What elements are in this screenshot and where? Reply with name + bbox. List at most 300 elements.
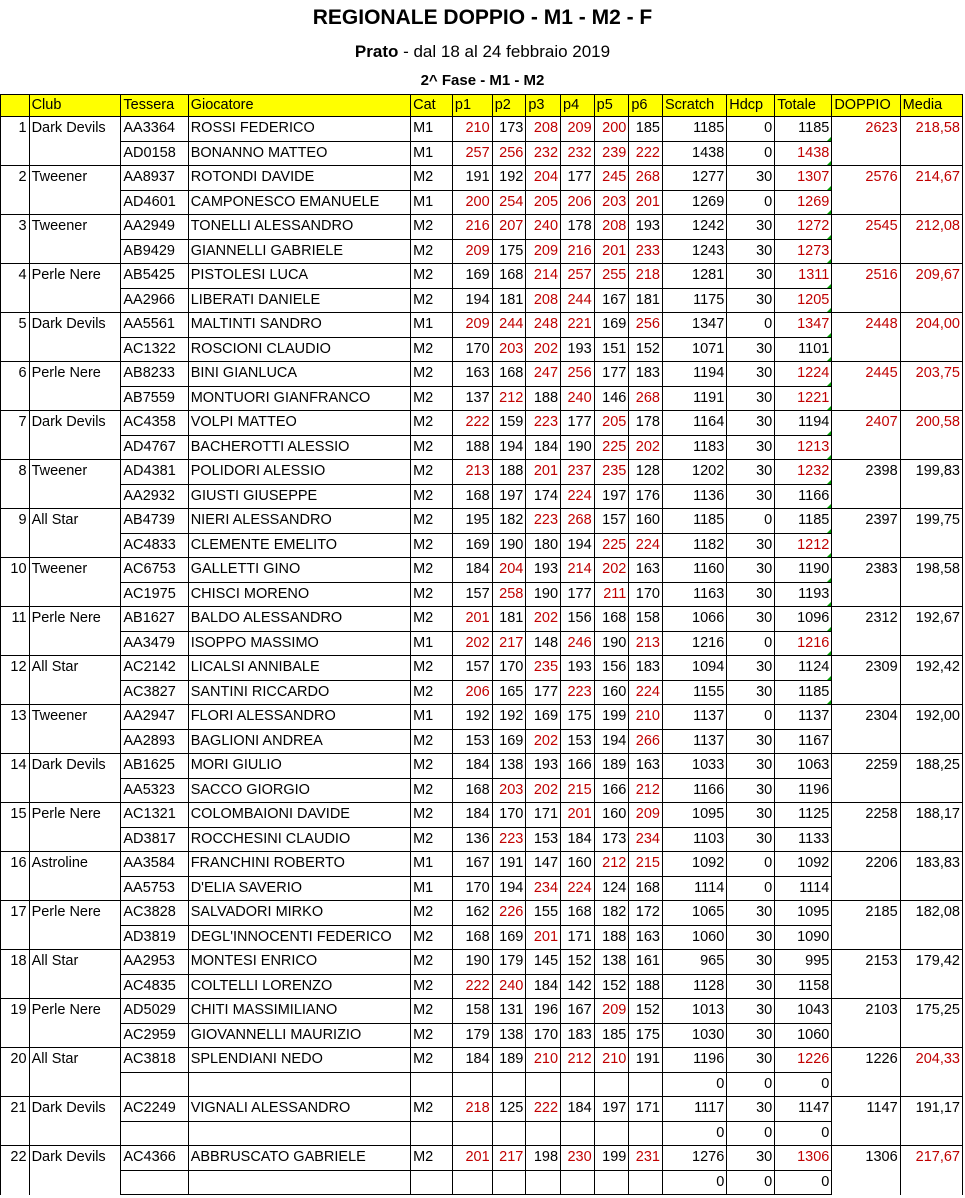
club-cell: Dark Devils — [29, 313, 121, 362]
rank-cell: 11 — [1, 607, 30, 656]
game-score-cell: 194 — [561, 533, 595, 558]
game-score-cell: 212 — [561, 1048, 595, 1073]
hdcp-cell: 30 — [727, 582, 775, 607]
scratch-cell: 1243 — [663, 239, 727, 264]
tessera-cell: AC1322 — [121, 337, 188, 362]
game-score-cell: 237 — [561, 460, 595, 485]
hdcp-cell: 30 — [727, 974, 775, 999]
game-score-cell: 268 — [629, 386, 663, 411]
hdcp-cell: 30 — [727, 827, 775, 852]
scratch-cell: 1175 — [663, 288, 727, 313]
category-cell: M2 — [411, 729, 453, 754]
column-header: Scratch — [663, 95, 727, 117]
player-name-cell: MONTUORI GIANFRANCO — [188, 386, 410, 411]
hdcp-cell: 0 — [727, 313, 775, 338]
player-name-cell: BONANNO MATTEO — [188, 141, 410, 166]
table-row — [1, 754, 963, 779]
scratch-cell: 1013 — [663, 999, 727, 1024]
game-score-cell — [629, 1072, 663, 1097]
game-score-cell: 170 — [452, 876, 492, 901]
game-score-cell: 189 — [492, 1048, 526, 1073]
game-score-cell: 213 — [629, 631, 663, 656]
game-score-cell: 124 — [594, 876, 629, 901]
game-score-cell: 214 — [561, 558, 595, 583]
game-score-cell: 201 — [452, 607, 492, 632]
game-score-cell: 177 — [594, 362, 629, 387]
player-name-cell: ISOPPO MASSIMO — [188, 631, 410, 656]
category-cell: M2 — [411, 974, 453, 999]
scratch-cell: 1066 — [663, 607, 727, 632]
tessera-cell: AC3828 — [121, 901, 188, 926]
tessera-cell: AD0158 — [121, 141, 188, 166]
game-score-cell: 248 — [526, 313, 561, 338]
game-score-cell: 178 — [629, 411, 663, 436]
totale-cell: 1311 — [775, 264, 832, 289]
table-row — [1, 239, 963, 264]
category-cell — [411, 1121, 453, 1146]
table-row — [1, 215, 963, 240]
game-score-cell: 190 — [526, 582, 561, 607]
tessera-cell: AB5425 — [121, 264, 188, 289]
player-name-cell: GIANNELLI GABRIELE — [188, 239, 410, 264]
game-score-cell: 254 — [492, 190, 526, 215]
game-score-cell — [452, 1170, 492, 1195]
doppio-cell: 2259 — [832, 754, 900, 803]
scratch-cell: 1163 — [663, 582, 727, 607]
category-cell: M1 — [411, 141, 453, 166]
player-name-cell: GIOVANNELLI MAURIZIO — [188, 1023, 410, 1048]
game-score-cell: 191 — [492, 852, 526, 877]
game-score-cell: 193 — [526, 754, 561, 779]
hdcp-cell: 30 — [727, 484, 775, 509]
player-name-cell: ABBRUSCATO GABRIELE — [188, 1146, 410, 1171]
game-score-cell: 157 — [452, 582, 492, 607]
category-cell: M2 — [411, 778, 453, 803]
hdcp-cell: 0 — [727, 1170, 775, 1195]
player-name-cell: SPLENDIANI NEDO — [188, 1048, 410, 1073]
scratch-cell: 1185 — [663, 117, 727, 142]
game-score-cell: 168 — [452, 925, 492, 950]
game-score-cell: 240 — [526, 215, 561, 240]
game-score-cell: 163 — [629, 754, 663, 779]
player-name-cell: VOLPI MATTEO — [188, 411, 410, 436]
game-score-cell: 163 — [629, 558, 663, 583]
hdcp-cell: 30 — [727, 607, 775, 632]
game-score-cell: 145 — [526, 950, 561, 975]
club-cell: All Star — [29, 656, 121, 705]
game-score-cell: 125 — [492, 1097, 526, 1122]
table-row — [1, 264, 963, 289]
doppio-cell: 2407 — [832, 411, 900, 460]
tessera-cell: AA8937 — [121, 166, 188, 191]
game-score-cell: 176 — [629, 484, 663, 509]
totale-cell: 1167 — [775, 729, 832, 754]
player-name-cell: ROSCIONI CLAUDIO — [188, 337, 410, 362]
game-score-cell: 256 — [561, 362, 595, 387]
rank-cell: 12 — [1, 656, 30, 705]
totale-cell: 995 — [775, 950, 832, 975]
tessera-cell: AB9429 — [121, 239, 188, 264]
scratch-cell: 1194 — [663, 362, 727, 387]
game-score-cell: 203 — [594, 190, 629, 215]
club-cell: Perle Nere — [29, 803, 121, 852]
totale-cell: 1221 — [775, 386, 832, 411]
table-row — [1, 1146, 963, 1171]
game-score-cell: 232 — [561, 141, 595, 166]
media-cell: 212,08 — [900, 215, 962, 264]
category-cell: M1 — [411, 190, 453, 215]
hdcp-cell: 30 — [727, 337, 775, 362]
scratch-cell: 1183 — [663, 435, 727, 460]
game-score-cell: 131 — [492, 999, 526, 1024]
game-score-cell: 201 — [526, 925, 561, 950]
player-name-cell: MORI GIULIO — [188, 754, 410, 779]
rank-cell: 16 — [1, 852, 30, 901]
game-score-cell: 167 — [561, 999, 595, 1024]
player-name-cell: ROCCHESINI CLAUDIO — [188, 827, 410, 852]
media-cell: 200,58 — [900, 411, 962, 460]
club-cell: Dark Devils — [29, 1146, 121, 1195]
game-score-cell: 173 — [594, 827, 629, 852]
game-score-cell: 147 — [526, 852, 561, 877]
game-score-cell: 193 — [561, 337, 595, 362]
game-score-cell: 266 — [629, 729, 663, 754]
game-score-cell: 206 — [561, 190, 595, 215]
table-row — [1, 803, 963, 828]
game-score-cell: 142 — [561, 974, 595, 999]
category-cell: M2 — [411, 1097, 453, 1122]
game-score-cell: 204 — [492, 558, 526, 583]
player-name-cell: POLIDORI ALESSIO — [188, 460, 410, 485]
media-cell: 198,58 — [900, 558, 962, 607]
tessera-cell: AA3584 — [121, 852, 188, 877]
game-score-cell: 239 — [594, 141, 629, 166]
game-score-cell — [629, 1170, 663, 1195]
hdcp-cell: 0 — [727, 117, 775, 142]
totale-cell: 1194 — [775, 411, 832, 436]
game-score-cell: 257 — [452, 141, 492, 166]
game-score-cell: 218 — [452, 1097, 492, 1122]
player-name-cell: COLTELLI LORENZO — [188, 974, 410, 999]
doppio-cell: 2623 — [832, 117, 900, 166]
rank-cell: 3 — [1, 215, 30, 264]
game-score-cell: 157 — [594, 509, 629, 534]
rank-cell: 2 — [1, 166, 30, 215]
game-score-cell: 268 — [561, 509, 595, 534]
game-score-cell: 168 — [452, 484, 492, 509]
scratch-cell: 1117 — [663, 1097, 727, 1122]
totale-cell: 1090 — [775, 925, 832, 950]
game-score-cell: 189 — [594, 754, 629, 779]
player-name-cell: D'ELIA SAVERIO — [188, 876, 410, 901]
rank-cell: 5 — [1, 313, 30, 362]
table-row — [1, 852, 963, 877]
category-cell: M2 — [411, 509, 453, 534]
scratch-cell: 1071 — [663, 337, 727, 362]
category-cell: M2 — [411, 950, 453, 975]
game-score-cell: 215 — [561, 778, 595, 803]
player-name-cell: FRANCHINI ROBERTO — [188, 852, 410, 877]
game-score-cell: 188 — [594, 925, 629, 950]
game-score-cell: 184 — [452, 754, 492, 779]
category-cell: M1 — [411, 117, 453, 142]
game-score-cell: 163 — [452, 362, 492, 387]
scratch-cell: 1103 — [663, 827, 727, 852]
game-score-cell: 231 — [629, 1146, 663, 1171]
media-cell: 191,17 — [900, 1097, 962, 1146]
game-score-cell: 202 — [594, 558, 629, 583]
hdcp-cell: 30 — [727, 533, 775, 558]
game-score-cell: 184 — [526, 974, 561, 999]
category-cell: M2 — [411, 337, 453, 362]
category-cell: M2 — [411, 288, 453, 313]
hdcp-cell: 0 — [727, 852, 775, 877]
media-cell: 192,42 — [900, 656, 962, 705]
doppio-cell: 2312 — [832, 607, 900, 656]
rank-cell: 14 — [1, 754, 30, 803]
table-row — [1, 1023, 963, 1048]
club-cell: Perle Nere — [29, 999, 121, 1048]
doppio-cell: 2448 — [832, 313, 900, 362]
totale-cell: 1096 — [775, 607, 832, 632]
hdcp-cell: 30 — [727, 729, 775, 754]
tessera-cell: AB1625 — [121, 754, 188, 779]
scratch-cell: 1202 — [663, 460, 727, 485]
game-score-cell: 168 — [492, 362, 526, 387]
table-row — [1, 337, 963, 362]
hdcp-cell: 30 — [727, 166, 775, 191]
table-row — [1, 1048, 963, 1073]
hdcp-cell: 30 — [727, 215, 775, 240]
game-score-cell — [594, 1121, 629, 1146]
game-score-cell: 183 — [629, 656, 663, 681]
totale-cell: 1158 — [775, 974, 832, 999]
game-score-cell: 167 — [594, 288, 629, 313]
game-score-cell: 155 — [526, 901, 561, 926]
game-score-cell: 151 — [594, 337, 629, 362]
totale-cell: 1125 — [775, 803, 832, 828]
game-score-cell: 215 — [629, 852, 663, 877]
game-score-cell: 203 — [492, 337, 526, 362]
game-score-cell: 213 — [452, 460, 492, 485]
totale-cell: 1226 — [775, 1048, 832, 1073]
player-name-cell: BACHEROTTI ALESSIO — [188, 435, 410, 460]
tessera-cell: AD4381 — [121, 460, 188, 485]
scratch-cell: 1164 — [663, 411, 727, 436]
category-cell: M1 — [411, 313, 453, 338]
game-score-cell: 153 — [452, 729, 492, 754]
game-score-cell: 194 — [492, 876, 526, 901]
game-score-cell: 168 — [452, 778, 492, 803]
rank-cell: 21 — [1, 1097, 30, 1146]
player-name-cell: SACCO GIORGIO — [188, 778, 410, 803]
game-score-cell: 190 — [561, 435, 595, 460]
game-score-cell: 196 — [526, 999, 561, 1024]
hdcp-cell: 30 — [727, 680, 775, 705]
hdcp-cell: 0 — [727, 705, 775, 730]
category-cell: M2 — [411, 827, 453, 852]
category-cell: M1 — [411, 876, 453, 901]
category-cell: M2 — [411, 533, 453, 558]
page-title: REGIONALE DOPPIO - M1 - M2 - F — [312, 6, 653, 29]
game-score-cell: 210 — [594, 1048, 629, 1073]
totale-cell: 1185 — [775, 509, 832, 534]
doppio-cell: 2206 — [832, 852, 900, 901]
game-score-cell: 179 — [452, 1023, 492, 1048]
doppio-cell: 2516 — [832, 264, 900, 313]
tessera-cell: AA2893 — [121, 729, 188, 754]
club-cell: Tweener — [29, 558, 121, 607]
table-row — [1, 950, 963, 975]
game-score-cell: 177 — [561, 582, 595, 607]
totale-cell: 1060 — [775, 1023, 832, 1048]
game-score-cell: 156 — [561, 607, 595, 632]
hdcp-cell: 0 — [727, 1072, 775, 1097]
hdcp-cell: 30 — [727, 264, 775, 289]
table-row — [1, 435, 963, 460]
doppio-cell: 2309 — [832, 656, 900, 705]
game-score-cell: 157 — [452, 656, 492, 681]
game-score-cell: 204 — [526, 166, 561, 191]
game-score-cell: 193 — [526, 558, 561, 583]
game-score-cell — [629, 1121, 663, 1146]
club-cell: Tweener — [29, 166, 121, 215]
table-row — [1, 141, 963, 166]
table-row — [1, 901, 963, 926]
rank-cell: 20 — [1, 1048, 30, 1097]
game-score-cell: 211 — [594, 582, 629, 607]
media-cell: 192,67 — [900, 607, 962, 656]
table-row — [1, 1072, 963, 1097]
totale-cell: 1306 — [775, 1146, 832, 1171]
category-cell — [411, 1170, 453, 1195]
table-row — [1, 117, 963, 142]
standings-body — [1, 117, 963, 1195]
hdcp-cell: 0 — [727, 190, 775, 215]
game-score-cell: 234 — [629, 827, 663, 852]
game-score-cell — [594, 1072, 629, 1097]
game-score-cell: 181 — [492, 288, 526, 313]
hdcp-cell: 0 — [727, 141, 775, 166]
category-cell: M2 — [411, 1048, 453, 1073]
game-score-cell: 198 — [526, 1146, 561, 1171]
player-name-cell: DEGL'INNOCENTI FEDERICO — [188, 925, 410, 950]
tessera-cell: AA2953 — [121, 950, 188, 975]
game-score-cell: 225 — [594, 533, 629, 558]
game-score-cell: 184 — [452, 1048, 492, 1073]
game-score-cell: 209 — [561, 117, 595, 142]
hdcp-cell: 30 — [727, 1097, 775, 1122]
scratch-cell: 1136 — [663, 484, 727, 509]
scratch-cell: 1033 — [663, 754, 727, 779]
rank-cell: 4 — [1, 264, 30, 313]
tessera-cell: AA5561 — [121, 313, 188, 338]
club-cell: Perle Nere — [29, 901, 121, 950]
game-score-cell: 194 — [594, 729, 629, 754]
totale-cell: 1095 — [775, 901, 832, 926]
doppio-cell: 2398 — [832, 460, 900, 509]
player-name-cell: LICALSI ANNIBALE — [188, 656, 410, 681]
rank-cell: 1 — [1, 117, 30, 166]
scratch-cell: 1128 — [663, 974, 727, 999]
media-cell: 204,33 — [900, 1048, 962, 1097]
hdcp-cell: 30 — [727, 288, 775, 313]
game-score-cell: 230 — [561, 1146, 595, 1171]
scratch-cell: 1196 — [663, 1048, 727, 1073]
doppio-cell: 2545 — [832, 215, 900, 264]
column-header: p1 — [452, 95, 492, 117]
game-score-cell: 222 — [452, 411, 492, 436]
totale-cell: 1124 — [775, 656, 832, 681]
game-score-cell: 224 — [561, 876, 595, 901]
table-row — [1, 460, 963, 485]
game-score-cell: 138 — [492, 1023, 526, 1048]
game-score-cell: 152 — [561, 950, 595, 975]
game-score-cell: 202 — [526, 729, 561, 754]
subtitle-dates: - dal 18 al 24 febbraio 2019 — [398, 42, 611, 61]
tessera-cell — [121, 1170, 188, 1195]
game-score-cell: 255 — [594, 264, 629, 289]
game-score-cell: 209 — [526, 239, 561, 264]
tessera-cell: AB4739 — [121, 509, 188, 534]
game-score-cell: 212 — [629, 778, 663, 803]
doppio-cell: 2397 — [832, 509, 900, 558]
tessera-cell: AA2949 — [121, 215, 188, 240]
tessera-cell: AD4767 — [121, 435, 188, 460]
game-score-cell: 201 — [526, 460, 561, 485]
totale-cell: 1185 — [775, 680, 832, 705]
game-score-cell — [452, 1121, 492, 1146]
scratch-cell: 1277 — [663, 166, 727, 191]
game-score-cell: 169 — [452, 533, 492, 558]
tessera-cell: AC2959 — [121, 1023, 188, 1048]
game-score-cell: 170 — [492, 656, 526, 681]
scratch-cell: 1155 — [663, 680, 727, 705]
totale-cell: 1307 — [775, 166, 832, 191]
doppio-cell: 2185 — [832, 901, 900, 950]
hdcp-cell: 30 — [727, 999, 775, 1024]
game-score-cell: 159 — [492, 411, 526, 436]
game-score-cell: 152 — [594, 974, 629, 999]
hdcp-cell: 30 — [727, 778, 775, 803]
game-score-cell: 245 — [594, 166, 629, 191]
game-score-cell: 191 — [452, 166, 492, 191]
tessera-cell: AB8233 — [121, 362, 188, 387]
player-name-cell: SANTINI RICCARDO — [188, 680, 410, 705]
hdcp-cell: 30 — [727, 950, 775, 975]
hdcp-cell: 30 — [727, 1048, 775, 1073]
media-cell: 214,67 — [900, 166, 962, 215]
tessera-cell: AD5029 — [121, 999, 188, 1024]
table-row — [1, 656, 963, 681]
game-score-cell: 137 — [452, 386, 492, 411]
category-cell: M2 — [411, 1146, 453, 1171]
tessera-cell: AD3819 — [121, 925, 188, 950]
game-score-cell: 210 — [629, 705, 663, 730]
table-row — [1, 386, 963, 411]
totale-cell: 1224 — [775, 362, 832, 387]
tessera-cell: AA2947 — [121, 705, 188, 730]
category-cell: M2 — [411, 999, 453, 1024]
column-header: Media — [900, 95, 962, 117]
game-score-cell: 169 — [492, 729, 526, 754]
game-score-cell: 138 — [492, 754, 526, 779]
game-score-cell: 169 — [492, 925, 526, 950]
table-row — [1, 582, 963, 607]
game-score-cell: 182 — [492, 509, 526, 534]
table-row — [1, 705, 963, 730]
game-score-cell: 212 — [594, 852, 629, 877]
